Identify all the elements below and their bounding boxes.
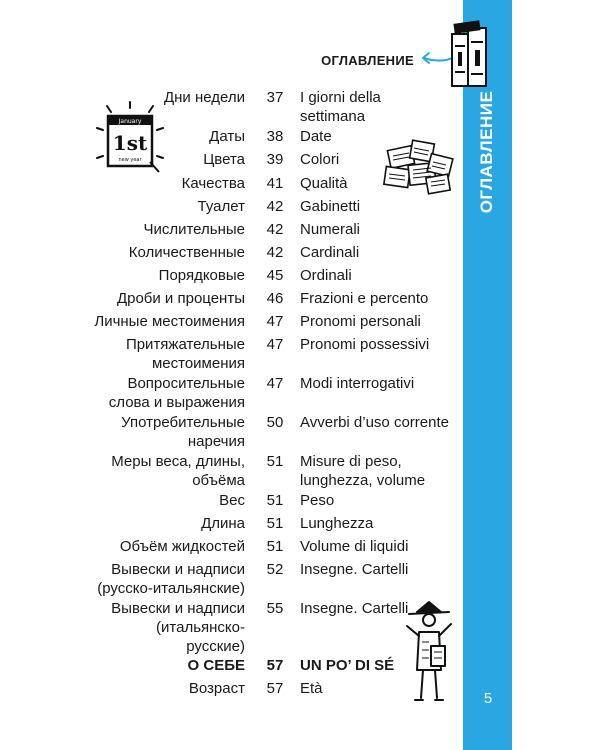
entry-russian: Дроби и проценты	[116, 290, 245, 307]
entry-russian: Личные местоимения	[94, 313, 245, 330]
books-icon	[448, 18, 498, 90]
entry-page: 39	[266, 151, 284, 168]
entry-italian: Volume di liquidi	[300, 538, 409, 555]
entry-page: 42	[266, 198, 284, 215]
entry-page: 51	[266, 515, 284, 532]
entry-italian: Gabinetti	[300, 198, 361, 215]
entry-russian: Объём жидкостей	[119, 538, 245, 555]
page-number: 5	[483, 690, 493, 707]
entry-italian: Avverbi d’uso corrente	[300, 414, 449, 431]
papers-icon	[383, 138, 455, 198]
entry-page: 50	[266, 414, 284, 431]
entry-page: 45	[266, 267, 284, 284]
entry-italian: Pronomi personali	[300, 313, 421, 330]
entry-russian: О СЕБЕ	[187, 657, 245, 674]
figure-icon	[401, 598, 457, 706]
entry-page: 38	[266, 128, 284, 145]
calendar-month: January	[118, 118, 142, 125]
entry-russian: Длина	[201, 515, 245, 532]
entry-page: 52	[266, 561, 284, 578]
calendar-caption: new year	[118, 157, 142, 163]
entry-italian: Colori	[300, 151, 340, 168]
entry-russian: Притяжательные местоимения	[125, 336, 245, 372]
entry-page: 47	[266, 336, 284, 353]
page-title: ОГЛАВЛЕНИЕ	[321, 53, 414, 68]
entry-italian: Peso	[300, 492, 335, 509]
entry-page: 37	[266, 89, 284, 106]
calendar-icon	[95, 100, 165, 180]
entry-page: 57	[266, 657, 284, 674]
entry-page: 46	[266, 290, 284, 307]
entry-italian: Modi interrogativi	[300, 375, 415, 392]
entry-italian: Età	[300, 680, 323, 697]
entry-italian: Date	[300, 128, 332, 145]
entry-page: 51	[266, 453, 284, 470]
entry-russian: Меры веса, длины, объёма	[111, 453, 245, 489]
entry-russian: Туалет	[197, 198, 245, 215]
entry-italian: UN PO’ DI SÉ	[300, 657, 395, 674]
entry-page: 47	[266, 313, 284, 330]
entry-page: 51	[266, 492, 284, 509]
entry-italian: I giorni della settimana	[300, 89, 381, 125]
entry-italian: Pronomi possessivi	[300, 336, 430, 353]
entry-italian: Frazioni e percento	[300, 290, 429, 307]
entry-italian: Qualità	[300, 175, 348, 192]
calendar-day: 1st	[112, 131, 148, 155]
entry-russian: Вывески и надписи (русско-итальянские)	[97, 561, 245, 597]
entry-page: 47	[266, 375, 284, 392]
entry-italian: Insegne. Cartelli	[300, 600, 409, 617]
entry-page: 42	[266, 244, 284, 261]
entry-page: 42	[266, 221, 284, 238]
entry-russian: Даты	[209, 128, 245, 145]
entry-italian: Insegne. Cartelli	[300, 561, 409, 578]
entry-page: 41	[266, 175, 284, 192]
entry-italian: Numerali	[300, 221, 361, 238]
entry-russian: Употребительные наречия	[121, 414, 245, 450]
entry-page: 57	[266, 680, 284, 697]
entry-italian: Misure di peso, lunghezza, volume	[300, 453, 426, 489]
entry-italian: Lunghezza	[300, 515, 374, 532]
entry-russian: Количественные	[128, 244, 245, 261]
entry-russian: Дни недели	[163, 89, 245, 106]
entry-russian: Цвета	[203, 151, 245, 168]
entry-italian: Ordinali	[300, 267, 352, 284]
entry-page: 55	[266, 600, 284, 617]
entry-italian: Cardinali	[300, 244, 360, 261]
entry-russian: Возраст	[188, 680, 245, 697]
entry-russian: Вывески и надписи (итальянско- русские)	[111, 600, 245, 655]
entry-russian: Вес	[219, 492, 245, 509]
entry-russian: Качества	[181, 175, 245, 192]
entry-russian: Числительные	[143, 221, 245, 238]
sidebar-title: ОГЛАВЛЕНИЕ	[477, 90, 496, 214]
entry-russian: Порядковые	[158, 267, 245, 284]
entry-page: 51	[266, 538, 284, 555]
entry-russian: Вопросительные слова и выражения	[108, 375, 245, 411]
